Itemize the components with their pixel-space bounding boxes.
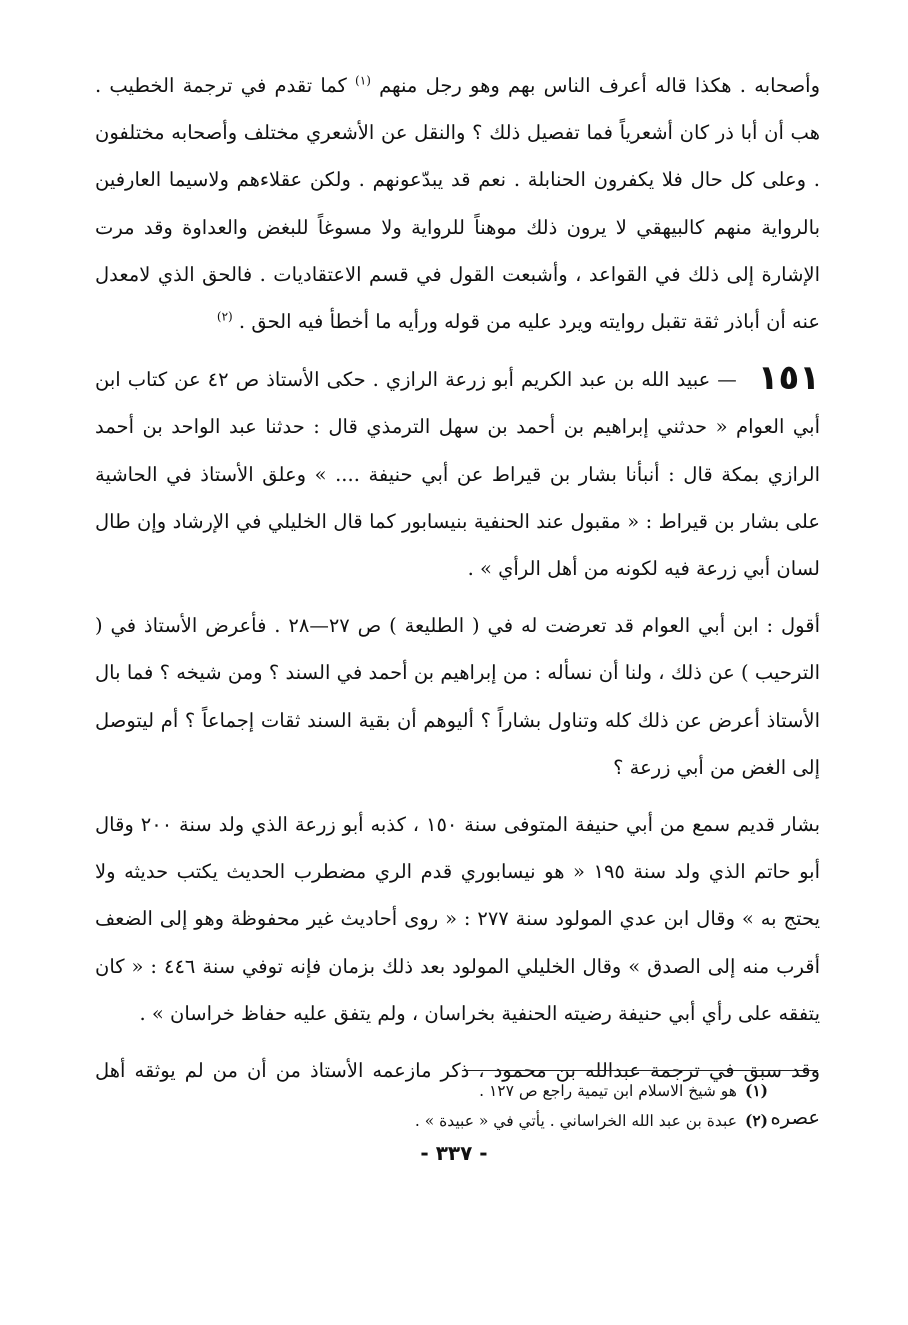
paragraph [95,62,820,345]
footnote-reference: (١) [355,73,371,88]
footnote-text: عبدة بن عبد الله الخراساني . يأتي في « عبيدة » . [414,1112,737,1130]
footnote-text: هو شيخ الاسلام ابن تيمية راجع ص ١٢٧ . [479,1082,737,1100]
footnote-reference: (٢) [216,309,233,324]
paragraph-text: وأصحابه . هكذا قاله أعرف الناس بهم وهو رجل منهم [370,74,820,97]
paragraph-text: أقول : ابن أبي العوام قد تعرضت له في ( الطليعة ) ص ٢٧—٢٨ . فأعرض الأستاذ في ( الترحيب ) عن ذلك ، ولنا أن نسأله : من إبراهيم بن أحمد في السند ؟ ومن شيخه ؟ فما بال الأستاذ أعرض عن ذلك كله وتناول بشاراً ؟ أليوهم أن بقية السند ثقات إجماعاً ؟ أم ليتوصل إلى الغض من أبي زرعة ؟ [95,614,820,779]
body-text [95,62,820,1141]
paragraph-text: بشار قديم سمع من أبي حنيفة المتوفى سنة ١٥٠ ، كذبه أبو زرعة الذي ولد سنة ٢٠٠ وقال أبو حاتم الذي ولد سنة ١٩٥ « هو نيسابوري قدم الري مضطرب الحديث يكتب حديثه ولا يحتج به » وقال ابن عدي المولود سنة ٢٧٧ : « روى أحاديث غير محفوظة وهو إلى الضعف أقرب منه إلى الصدق » وقال الخليلي المولود بعد ذلك بزمان فإنه توفي سنة ٤٤٦ : « كان يتفقه على رأي أبي حنيفة رضيته الحنفية بخراسان ، ولم يتفق عليه حفاظ خراسان » . [95,813,821,1025]
footnotes [148,1076,768,1136]
footnote-number: (١) [744,1081,768,1100]
page-number: - ٣٣٧ - [420,1141,488,1165]
entry-paragraph [95,355,820,592]
paragraph [95,602,820,791]
footnote-number: (٢) [744,1111,768,1130]
paragraph-text: كما تقدم في ترجمة الخطيب . هب أن أبا ذر كان أشعرياً فما تفصيل ذلك ؟ والنقل عن الأشعري مختلف وأصحابه مختلفون . وعلى كل حال فلا يكفرون الحنابلة . نعم قد يبدّعونهم . ولكن عقلاءهم ولاسيما العارفين بالرواية منهم كالبيهقي لا يرون ذلك موهناً للرواية ولا مسوغاً للبغض والعداوة وقد مرت الإشارة إلى ذلك في القواعد ، وأشبعت القول في قسم الاعتقاديات . فالحق الذي لامعدل عنه أن أباذر ثقة تقبل روايته ويرد عليه من قوله ورأيه ما أخطأ فيه الحق . [95,74,820,334]
entry-number: ١٥١ [757,358,820,399]
footnote-2 [148,1106,768,1136]
paragraph-text: وقد سبق في ترجمة عبدالله بن محمود ، ذكر مازعمه الأستاذ من أن من لم يوثقه أهل عصره [95,1059,820,1130]
paragraph [95,801,820,1037]
footnote-divider [462,1070,818,1071]
entry-text: — عبيد الله بن عبد الكريم أبو زرعة الرازي . حكى الأستاذ ص ٤٢ عن كتاب ابن أبي العوام « حدثني إبراهيم بن أحمد بن سهل الترمذي قال : حدثنا عبد الواحد بن أحمد الرازي بمكة قال : أنبأنا بشار بن قيراط عن أبي حنيفة .... » وعلق الأستاذ في الحاشية على بشار بن قيراط : « مقبول عند الحنفية بنيسابور كما قال الخليلي في الإرشاد وإن طال لسان أبي زرعة فيه لكونه من أهل الرأي » . [95,368,820,581]
footnote-1 [148,1076,768,1106]
